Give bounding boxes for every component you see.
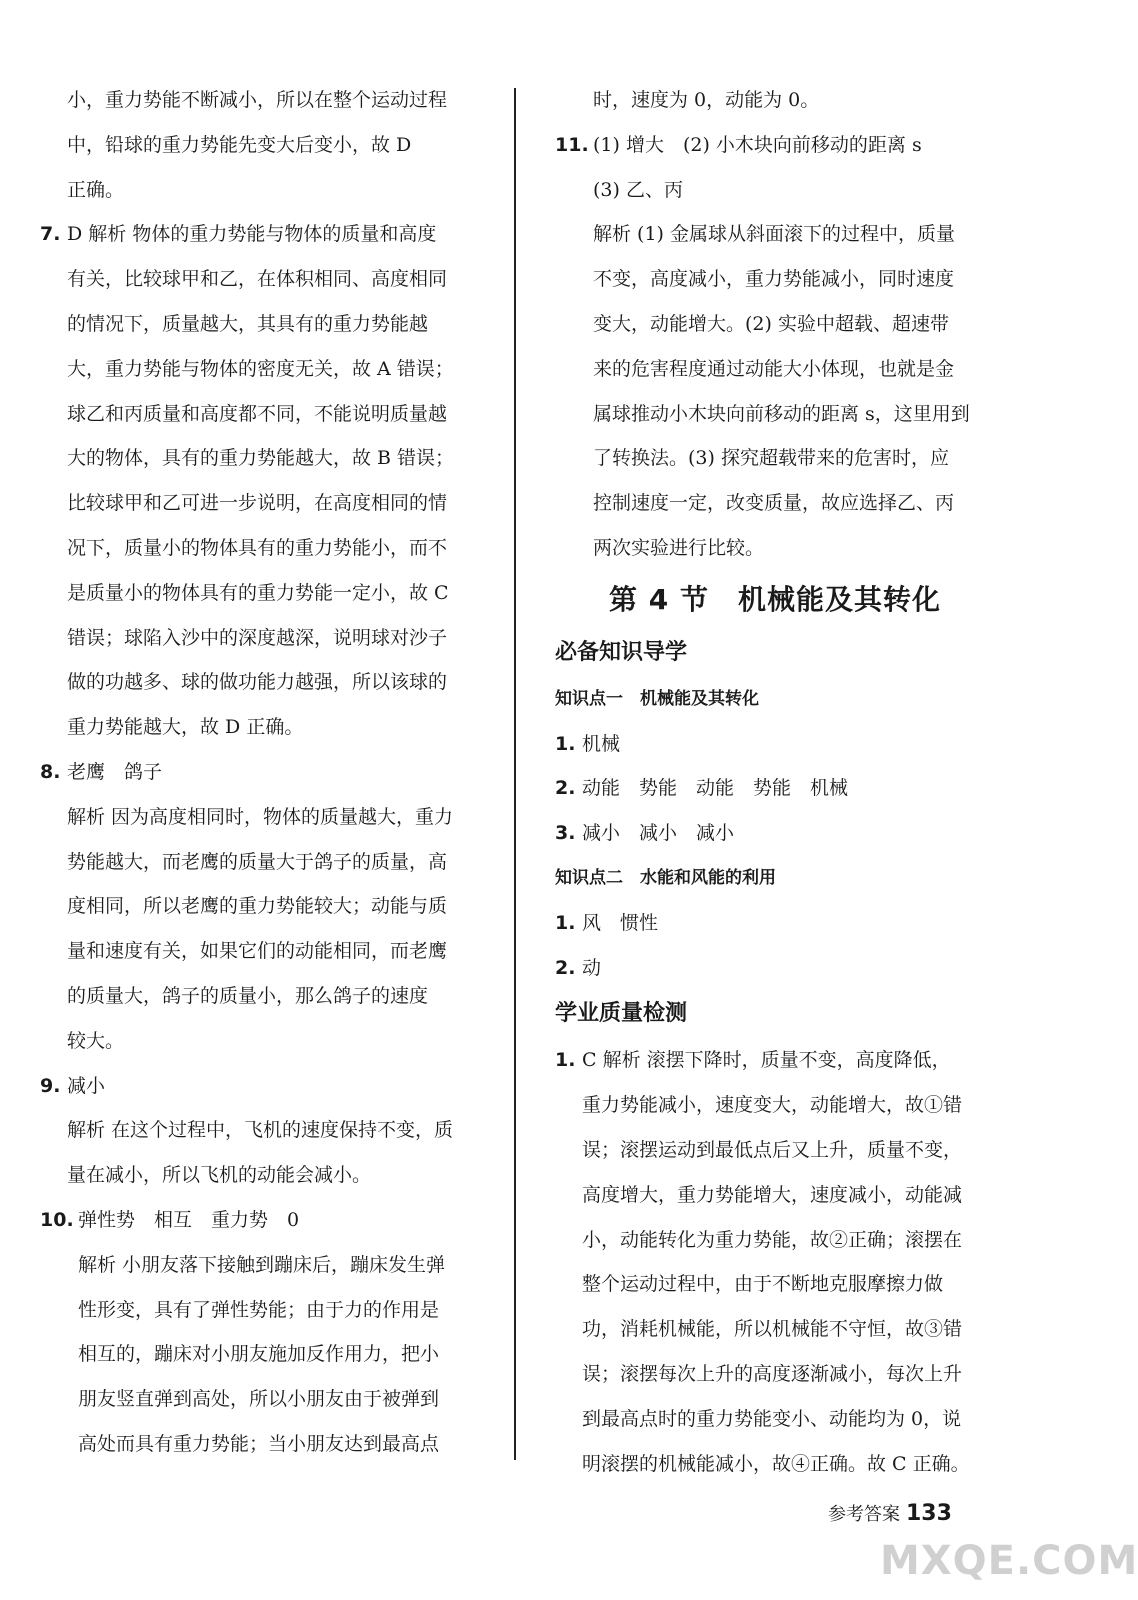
line-text: 整个运动过程中，由于不断地克服摩擦力做 [582,1273,944,1296]
kp1-line [555,722,995,767]
column-divider [514,88,516,1460]
left-column-line [40,1198,485,1243]
section-title: 第 4 节 机械能及其转化 [609,582,941,616]
line-text: 中，铅球的重力势能先变大后变小，故 D [67,133,412,156]
line-text: 小，动能转化为重力势能，故②正确；滚摆在 [582,1228,963,1251]
right-column [555,78,995,1486]
line-text: 减小 [67,1074,106,1097]
heading-quality-check: 学业质量检测 [555,1001,688,1027]
line-text: 小，重力势能不断减小，所以在整个运动过程 [67,89,448,111]
left-column [40,78,485,1467]
quality-check-list [555,1038,995,1486]
left-column-line [40,705,485,750]
line-text: 老鹰 鸽子 [67,760,163,783]
line-text: 时，速度为 0，动能为 0。 [593,89,820,111]
line-text: 误；滚摆每次上升的高度逐渐减小，每次上升 [582,1362,963,1385]
line-text: 不变，高度减小，重力势能减小，同时速度 [593,268,955,291]
item-number: 8. [40,760,61,783]
quality-line [555,1307,995,1352]
line-text: (1) 增大 (2) 小木块向前移动的距离 s [593,133,922,156]
line-text: 重力势能减小，速度变大，动能增大，故①错 [582,1094,963,1117]
line-text: 功，消耗机械能，所以机械能不守恒，故③错 [582,1318,963,1341]
left-column-line [40,1288,485,1333]
line-text: 的情况下，质量越大，其具有的重力势能越 [67,312,429,335]
line-text: 减小 减小 减小 [582,822,735,845]
left-column-line [40,526,485,571]
right-column-line [555,123,995,168]
right-column-line [555,481,995,526]
line-text: 来的危害程度通过动能大小体现，也就是金 [593,357,955,380]
right-column-line [555,302,995,347]
right-column-answers [555,78,995,571]
right-column-line [555,168,995,213]
line-text: 是质量小的物体具有的重力势能一定小，故 C [67,581,449,604]
left-column-line [40,1064,485,1109]
line-text: 大的物体，具有的重力势能越大，故 B 错误； [67,447,455,470]
left-column-line [40,660,485,705]
line-text: 较大。 [67,1029,125,1052]
line-text: 相互的，蹦床对小朋友施加反作用力，把小 [78,1343,440,1366]
line-text: 重力势能越大，故 D 正确。 [67,716,304,739]
item-number: 11. [555,133,589,156]
left-column-line [40,257,485,302]
page-footer [828,1500,952,1526]
line-text: 势能越大，而老鹰的质量大于鸽子的质量，高 [67,850,448,873]
line-text: 量和速度有关，如果它们的动能相同，而老鹰 [67,940,448,963]
left-column-line [40,1243,485,1288]
quality-line [555,1128,995,1173]
line-text: 机械 [582,732,621,755]
knowledge-point-1-title: 知识点一 机械能及其转化 [555,688,759,709]
left-column-line [40,78,485,123]
right-column-line [555,526,995,571]
quality-line [555,1352,995,1397]
line-text: 变大，动能增大。(2) 实验中超载、超速带 [593,312,949,335]
left-column-line [40,481,485,526]
left-column-line [40,795,485,840]
item-number: 1. [555,732,576,755]
item-number: 9. [40,1074,61,1097]
quality-line [555,1038,995,1083]
right-column-line [555,436,995,481]
left-column-line [40,1377,485,1422]
right-column-line [555,257,995,302]
left-column-line [40,392,485,437]
line-text: 控制速度一定，改变质量，故应选择乙、丙 [593,492,955,515]
kp2-line [555,901,995,946]
left-column-line [40,929,485,974]
kp1-line [555,811,995,856]
line-text: 朋友竖直弹到高处，所以小朋友由于被弹到 [78,1388,440,1411]
line-text: 解析 因为高度相同时，物体的质量越大，重力 [67,805,454,828]
line-text: 了转换法。(3) 探究超载带来的危害时，应 [593,447,949,470]
left-column-line [40,168,485,213]
kp2-line [555,946,995,991]
item-number: 1. [555,1049,576,1072]
item-number: 1. [555,911,576,934]
item-number: 2. [555,956,576,979]
line-text: 的质量大，鸽子的质量小，那么鸽子的速度 [67,984,429,1007]
right-column-line [555,78,995,123]
line-text: 况下，质量小的物体具有的重力势能小，而不 [67,536,448,559]
line-text: 到最高点时的重力势能变小、动能均为 0，说 [582,1407,962,1430]
left-column-line [40,212,485,257]
line-text: 风 惯性 [582,911,659,934]
left-column-line [40,571,485,616]
left-column-line [40,840,485,885]
line-text: 错误；球陷入沙中的深度越深，说明球对沙子 [67,626,448,649]
line-text: 正确。 [67,178,125,201]
line-text: C 解析 滚摆下降时，质量不变，高度降低， [582,1049,951,1072]
item-number: 2. [555,777,576,800]
heading-knowledge-guide: 必备知识导学 [555,639,688,665]
left-column-line [40,1332,485,1377]
page-number: 133 [906,1501,952,1526]
left-column-line [40,347,485,392]
item-number: 10. [40,1208,74,1231]
item-number: 3. [555,822,576,845]
left-column-line [40,1108,485,1153]
knowledge-point-1-list [555,722,995,856]
left-column-line [40,302,485,347]
watermark: MXQE.COM [880,1538,1138,1584]
kp1-line [555,766,995,811]
left-column-line [40,750,485,795]
left-column-line [40,436,485,481]
line-text: 误；滚摆运动到最低点后又上升，质量不变， [582,1138,963,1161]
line-text: 高度增大，重力势能增大，速度减小，动能减 [582,1183,963,1206]
right-column-line [555,212,995,257]
line-text: 明滚摆的机械能减小，故④正确。故 C 正确。 [582,1452,970,1475]
right-column-line [555,392,995,437]
line-text: 属球推动小木块向前移动的距离 s，这里用到 [593,402,970,425]
line-text: 性形变，具有了弹性势能；由于力的作用是 [78,1298,440,1321]
line-text: 两次实验进行比较。 [593,536,765,559]
line-text: 量在减小，所以飞机的动能会减小。 [67,1164,372,1187]
line-text: 解析 (1) 金属球从斜面滚下的过程中，质量 [593,223,955,246]
item-number: 7. [40,223,61,246]
line-text: 解析 小朋友落下接触到蹦床后，蹦床发生弹 [78,1253,446,1276]
line-text: 高处而具有重力势能；当小朋友达到最高点 [78,1432,440,1455]
quality-line [555,1397,995,1442]
knowledge-point-2-list [555,901,995,991]
quality-line [555,1262,995,1307]
line-text: 比较球甲和乙可进一步说明，在高度相同的情 [67,492,448,515]
footer-label: 参考答案 [828,1504,900,1525]
left-column-line [40,616,485,661]
line-text: 度相同，所以老鹰的重力势能较大；动能与质 [67,895,448,918]
line-text: 做的功越多、球的做功能力越强，所以该球的 [67,671,448,694]
right-column-line [555,347,995,392]
left-column-line [40,884,485,929]
line-text: 有关，比较球甲和乙，在体积相同、高度相同 [67,268,448,291]
left-column-line [40,1422,485,1467]
line-text: 动 [582,956,602,979]
quality-line [555,1218,995,1263]
quality-line [555,1173,995,1218]
left-column-line [40,974,485,1019]
quality-line [555,1083,995,1128]
line-text: 球乙和丙质量和高度都不同，不能说明质量越 [67,402,448,425]
line-text: 大，重力势能与物体的密度无关，故 A 错误； [67,357,454,380]
knowledge-point-2-title: 知识点二 水能和风能的利用 [555,867,776,888]
left-column-line [40,1019,485,1064]
line-text: 动能 势能 动能 势能 机械 [582,777,849,800]
quality-line [555,1442,995,1487]
line-text: D 解析 物体的重力势能与物体的质量和高度 [67,223,437,246]
line-text: (3) 乙、丙 [593,178,683,201]
line-text: 弹性势 相互 重力势 0 [78,1208,300,1231]
line-text: 解析 在这个过程中，飞机的速度保持不变，质 [67,1119,454,1142]
left-column-line [40,123,485,168]
left-column-line [40,1153,485,1198]
